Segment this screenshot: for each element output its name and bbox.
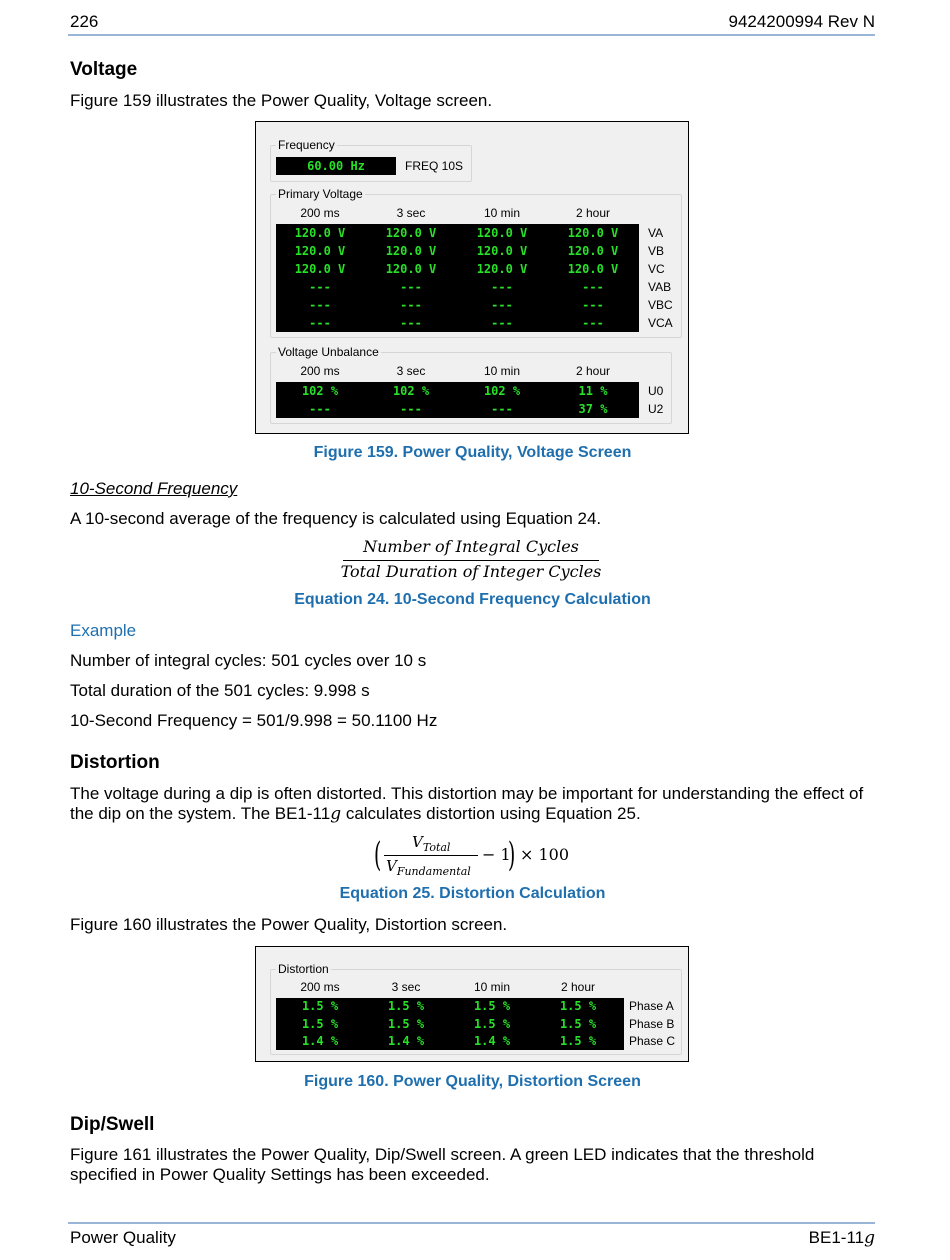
primary-voltage-value: 120.0 V (385, 262, 437, 276)
footer-rule (68, 1222, 875, 1224)
eq25-den-sub: Fundamental (396, 865, 471, 878)
frequency-group-title: Frequency (278, 138, 335, 152)
equation-25 (374, 833, 574, 879)
voltage-screen (255, 121, 689, 434)
primary-voltage-value: --- (309, 316, 331, 330)
distortion-text-a: The voltage during a dip is often distorted. This distortion may be important for understanding the effect of the dip on the system. The BE1-11 (70, 784, 864, 823)
eq25-minus-one: − 1 (482, 845, 511, 864)
distortion-value: 1.4 % (473, 1034, 511, 1048)
eq25-multiplier: × 100 (520, 845, 570, 864)
col-header-2hour: 2 hour (575, 206, 611, 220)
distortion-value: 1.4 % (301, 1034, 339, 1048)
unbalance-value: 102 % (301, 384, 339, 398)
primary-voltage-value: --- (400, 316, 422, 330)
eq25-numerator (412, 833, 450, 854)
primary-voltage-value: 120.0 V (294, 244, 346, 258)
voltage-intro: Figure 159 illustrates the Power Quality, Voltage screen. (70, 91, 493, 110)
unbalance-value: 102 % (392, 384, 430, 398)
distortion-value: 1.5 % (387, 1016, 425, 1031)
dipswell-text: Figure 161 illustrates the Power Quality, Dip/Swell screen. A green LED indicates that the threshold specified in Power Quality Settings has been exceeded. (70, 1145, 815, 1184)
frequency-display (276, 157, 396, 175)
primary-voltage-value: --- (491, 316, 513, 330)
eq25-num-sub: Total (422, 841, 451, 854)
primary-voltage-value: 120.0 V (476, 226, 528, 240)
page-number: 226 (70, 12, 99, 31)
unb-col-header-2hour: 2 hour (575, 364, 611, 378)
primary-voltage-row-label: VA (648, 226, 664, 240)
unb-col-header-3sec: 3 sec (396, 364, 426, 378)
footer-product-suffix: g (864, 1228, 875, 1248)
primary-voltage-value: 120.0 V (385, 244, 437, 258)
distortion-text (70, 784, 882, 824)
footer-section: Power Quality (70, 1228, 176, 1247)
unbalance-row-label: U0 (648, 384, 664, 398)
distortion-text-g: g (330, 804, 342, 824)
col-header-3sec: 3 sec (396, 206, 426, 220)
distortion-value: 1.5 % (301, 1016, 339, 1031)
figure-160-caption: Figure 160. Power Quality, Distortion Screen (304, 1073, 641, 1090)
primary-voltage-value: 120.0 V (385, 226, 437, 240)
eq25-fraction-bar (384, 855, 478, 856)
primary-voltage-row-label: VB (648, 244, 665, 258)
unbalance-value: --- (491, 402, 513, 416)
eq25-right-paren: ) (508, 835, 516, 875)
primary-voltage-value: 120.0 V (476, 262, 528, 276)
distortion-value: 1.5 % (473, 999, 511, 1013)
example-line-1: Number of integral cycles: 501 cycles over 10 s (70, 651, 427, 670)
eq24-fraction-bar (343, 560, 599, 561)
distortion-value: 1.5 % (301, 999, 339, 1013)
primary-voltage-value: 120.0 V (294, 226, 346, 240)
unbalance-value: --- (309, 402, 331, 416)
example-line-2: Total duration of the 501 cycles: 9.998 s (70, 681, 370, 700)
primary-voltage-row-label: VBC (648, 298, 673, 312)
distortion-heading: Distortion (70, 752, 160, 773)
figure-159-caption: Figure 159. Power Quality, Voltage Screen (313, 444, 632, 461)
primary-voltage-value: --- (582, 316, 604, 330)
distortion-value: 1.4 % (387, 1034, 425, 1048)
unbalance-value: 11 % (578, 384, 608, 398)
distortion-intro: Figure 160 illustrates the Power Quality, Distortion screen. (70, 915, 508, 934)
footer-product (809, 1228, 875, 1248)
distortion-value: 1.5 % (559, 1016, 597, 1031)
col-header-200ms: 200 ms (300, 206, 340, 220)
distortion-group-title: Distortion (278, 962, 329, 976)
primary-voltage-value: --- (491, 298, 513, 312)
freq10-subheading: 10-Second Frequency (70, 479, 238, 498)
voltage-heading: Voltage (70, 59, 138, 80)
document-id: 9424200994 Rev N (728, 12, 875, 31)
dist-col-header-200ms: 200 ms (300, 980, 340, 994)
primary-voltage-display (276, 224, 639, 332)
distortion-value: 1.5 % (559, 1034, 597, 1048)
footer-product-name: BE1-11 (808, 1228, 865, 1247)
distortion-row-label: Phase A (629, 999, 674, 1013)
primary-voltage-row-label: VCA (648, 316, 673, 330)
primary-voltage-value: 120.0 V (567, 226, 619, 240)
eq25-denominator (386, 857, 471, 878)
primary-voltage-value: --- (400, 298, 422, 312)
distortion-text-b: calculates distortion using Equation 25. (341, 804, 641, 823)
frequency-value: 60.00 Hz (307, 159, 365, 173)
primary-voltage-row-label: VAB (648, 280, 672, 294)
primary-voltage-value: --- (400, 280, 422, 294)
primary-voltage-value: --- (309, 298, 331, 312)
example-line-3: 10-Second Frequency = 501/9.998 = 50.1100 Hz (70, 711, 438, 730)
unb-col-header-10min: 10 min (483, 364, 521, 378)
primary-voltage-value: --- (582, 280, 604, 294)
distortion-row-label: Phase B (629, 1016, 675, 1031)
distortion-display (276, 998, 624, 1050)
primary-voltage-value: --- (582, 298, 604, 312)
primary-voltage-value: 120.0 V (294, 262, 346, 276)
distortion-row-label: Phase C (629, 1034, 676, 1048)
primary-voltage-title: Primary Voltage (278, 187, 363, 201)
primary-voltage-value: --- (491, 280, 513, 294)
dist-col-header-10min: 10 min (473, 980, 511, 994)
eq25-left-paren: ( (374, 835, 382, 875)
example-label: Example (70, 621, 137, 640)
unbalance-display (276, 382, 639, 418)
unbalance-title: Voltage Unbalance (278, 345, 379, 359)
unbalance-value: 102 % (483, 384, 521, 398)
primary-voltage-value: --- (309, 280, 331, 294)
equation-25-caption: Equation 25. Distortion Calculation (339, 885, 606, 902)
dipswell-heading: Dip/Swell (70, 1114, 155, 1135)
eq25-den-v: V (386, 857, 397, 875)
distortion-screen (255, 946, 689, 1062)
eq24-numerator: Number of Integral Cycles (363, 537, 579, 556)
unb-col-header-200ms: 200 ms (300, 364, 340, 378)
frequency-label: FREQ 10S (405, 159, 464, 173)
freq10-text: A 10-second average of the frequency is calculated using Equation 24. (70, 509, 602, 528)
header-rule (68, 34, 875, 36)
page-header (70, 12, 875, 34)
unbalance-value: --- (400, 402, 422, 416)
primary-voltage-row-label: VC (648, 262, 665, 276)
dist-col-header-3sec: 3 sec (391, 980, 421, 994)
dist-col-header-2hour: 2 hour (560, 980, 596, 994)
distortion-value: 1.5 % (559, 999, 597, 1013)
unbalance-value: 37 % (578, 402, 608, 416)
col-header-10min: 10 min (483, 206, 521, 220)
primary-voltage-value: 120.0 V (567, 244, 619, 258)
distortion-value: 1.5 % (473, 1016, 511, 1031)
eq24-denominator: Total Duration of Integer Cycles (340, 562, 602, 581)
primary-voltage-value: 120.0 V (567, 262, 619, 276)
equation-24-caption: Equation 24. 10-Second Frequency Calculation (294, 591, 651, 608)
primary-voltage-value: 120.0 V (476, 244, 528, 258)
unbalance-row-label: U2 (648, 402, 664, 416)
distortion-value: 1.5 % (387, 999, 425, 1013)
eq25-num-v: V (412, 833, 423, 851)
